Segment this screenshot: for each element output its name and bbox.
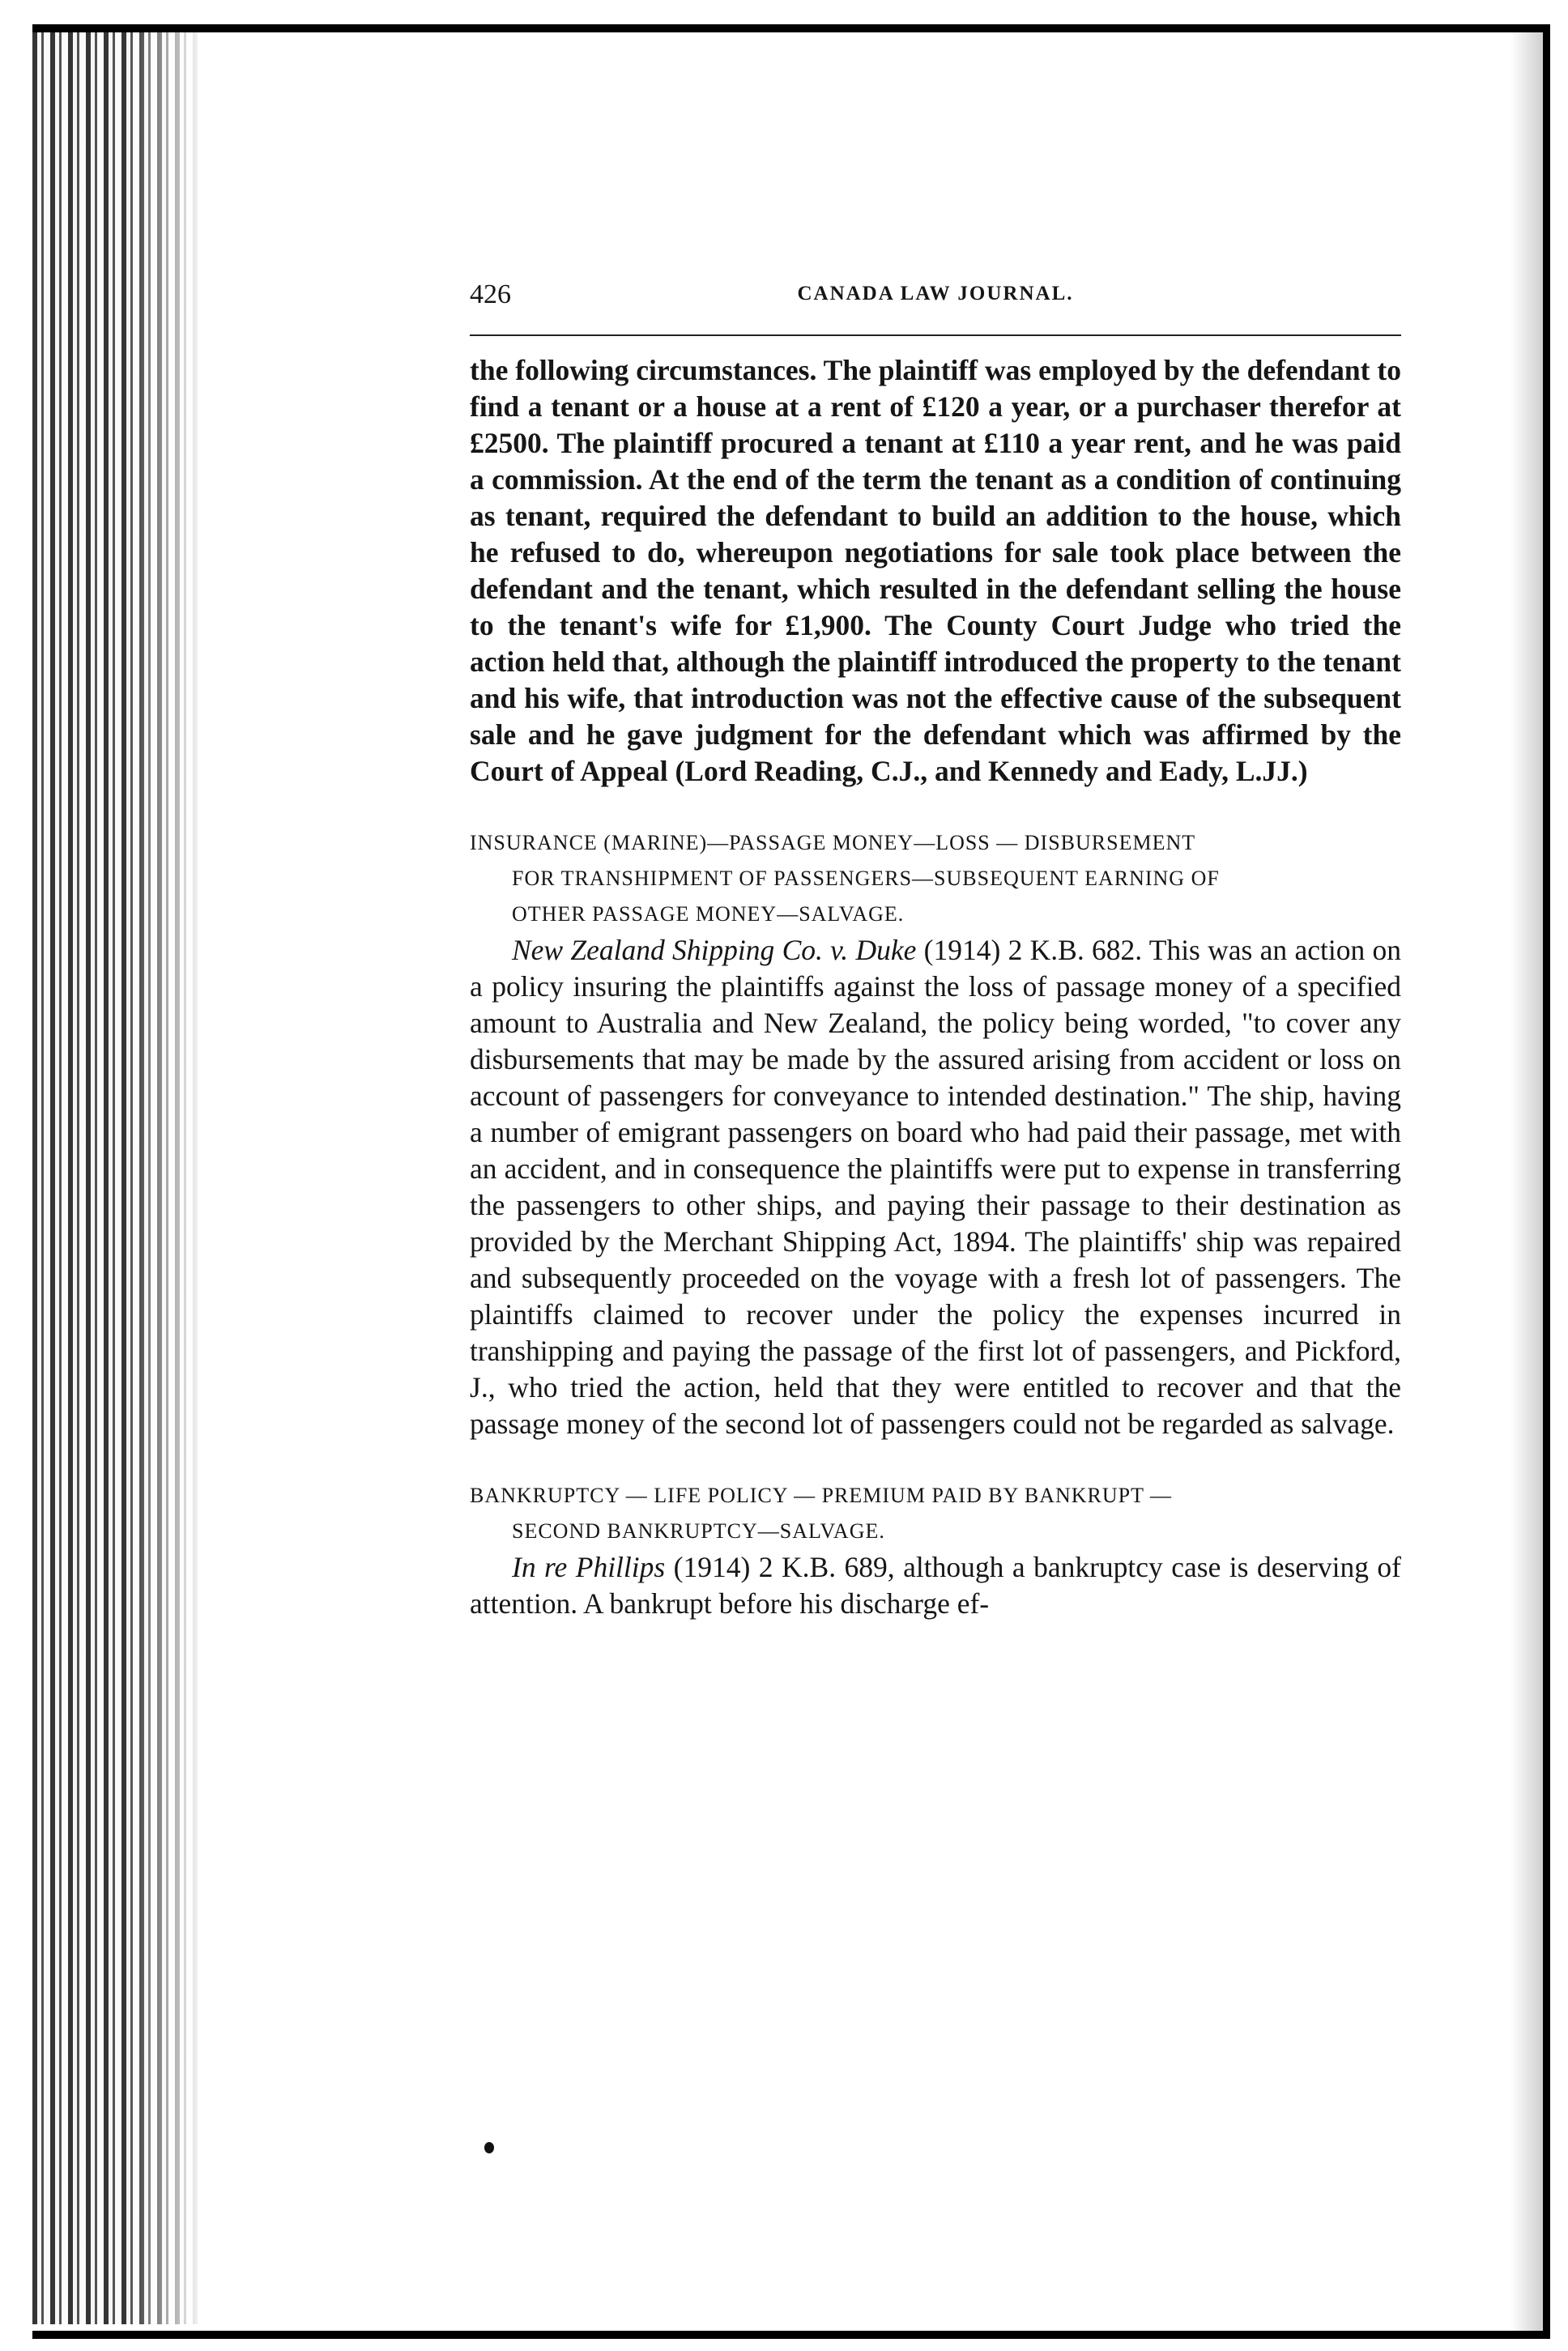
insurance-section-heading bbox=[470, 825, 1401, 932]
heading-line: INSURANCE (MARINE)—PASSAGE MONEY—LOSS — DISBURSEMENT bbox=[470, 831, 1196, 854]
scan-right-border bbox=[1543, 24, 1550, 2339]
running-head bbox=[470, 279, 1401, 317]
scan-right-shadow bbox=[1510, 32, 1543, 2331]
case-citation: (1914) 2 K.B. 689, bbox=[665, 1551, 895, 1583]
journal-page bbox=[470, 279, 1401, 1622]
scan-bottom-border bbox=[32, 2331, 1547, 2339]
heading-line: OTHER PASSAGE MONEY—SALVAGE. bbox=[512, 902, 905, 926]
case-name: In re Phillips bbox=[512, 1551, 666, 1583]
heading-line: SECOND BANKRUPTCY—SALVAGE. bbox=[512, 1519, 885, 1543]
header-rule bbox=[470, 334, 1401, 336]
journal-title: CANADA LAW JOURNAL. bbox=[797, 283, 1074, 305]
bankruptcy-section-heading bbox=[470, 1478, 1401, 1549]
case-text: This was an action on a policy insuring the plaintiffs against the loss of passage money of a specified amount to Australia and New Zealand, the policy being worded, "to cover any disbursements that may be made by the assured arising from accident or loss on account of passengers for conveyance to intended destination." The ship, having a number of emigrant passengers on board who had paid their passage, met with an accident, and in consequence the plaintiffs were put to expense in transferring the passengers to other ships, and paying their passage to their destination as provided by the Merchant Shipping Act, 1894. The plaintiffs' ship was repaired and subsequently proceeded on the voyage with a fresh lot of passengers. The plaintiffs claimed to recover under the policy the expenses incurred in transhipping and paying the passage of the first lot of passengers, and Pickford, J., who tried the action, held that they were entitled to recover and that the passage money of the second lot of passengers could not be regarded as salvage. bbox=[470, 934, 1401, 1440]
case-text: although a bankruptcy case is deserving of attention. A bankrupt before his discharge ef- bbox=[470, 1551, 1401, 1620]
heading-line: BANKRUPTCY — LIFE POLICY — PREMIUM PAID BY BANKRUPT — bbox=[470, 1484, 1173, 1507]
scan-binding-shadow bbox=[130, 32, 202, 2324]
bankruptcy-case-paragraph bbox=[470, 1549, 1401, 1622]
ink-speck bbox=[484, 2142, 494, 2153]
heading-line: FOR TRANSHIPMENT OF PASSENGERS—SUBSEQUENT EARNING OF bbox=[512, 867, 1220, 890]
page-number: 426 bbox=[470, 279, 511, 309]
case-citation: (1914) 2 K.B. 682. bbox=[916, 934, 1143, 966]
case-name: New Zealand Shipping Co. v. Duke bbox=[512, 934, 917, 966]
insurance-case-paragraph bbox=[470, 932, 1401, 1442]
scan-top-border bbox=[32, 24, 1547, 32]
opening-paragraph: the following circumstances. The plaintiff was employed by the defendant to find a tenant or a house at a rent of £120 a year, or a purchaser therefor at £2500. The plaintiff procured a tenant at £110 a year rent, and he was paid a commission. At the end of the term the tenant as a condition of continuing as tenant, required the defendant to build an addition to the house, which he refused to do, whereupon negotiations for sale took place between the defendant and the tenant, which resulted in the defendant selling the house to the tenant's wife for £1,900. The County Court Judge who tried the action held that, although the plaintiff introduced the property to the tenant and his wife, that introduction was not the effective cause of the subsequent sale and he gave judgment for the defendant which was affirmed by the Court of Appeal (Lord Reading, C.J., and Kennedy and Eady, L.JJ.) bbox=[470, 354, 1401, 787]
